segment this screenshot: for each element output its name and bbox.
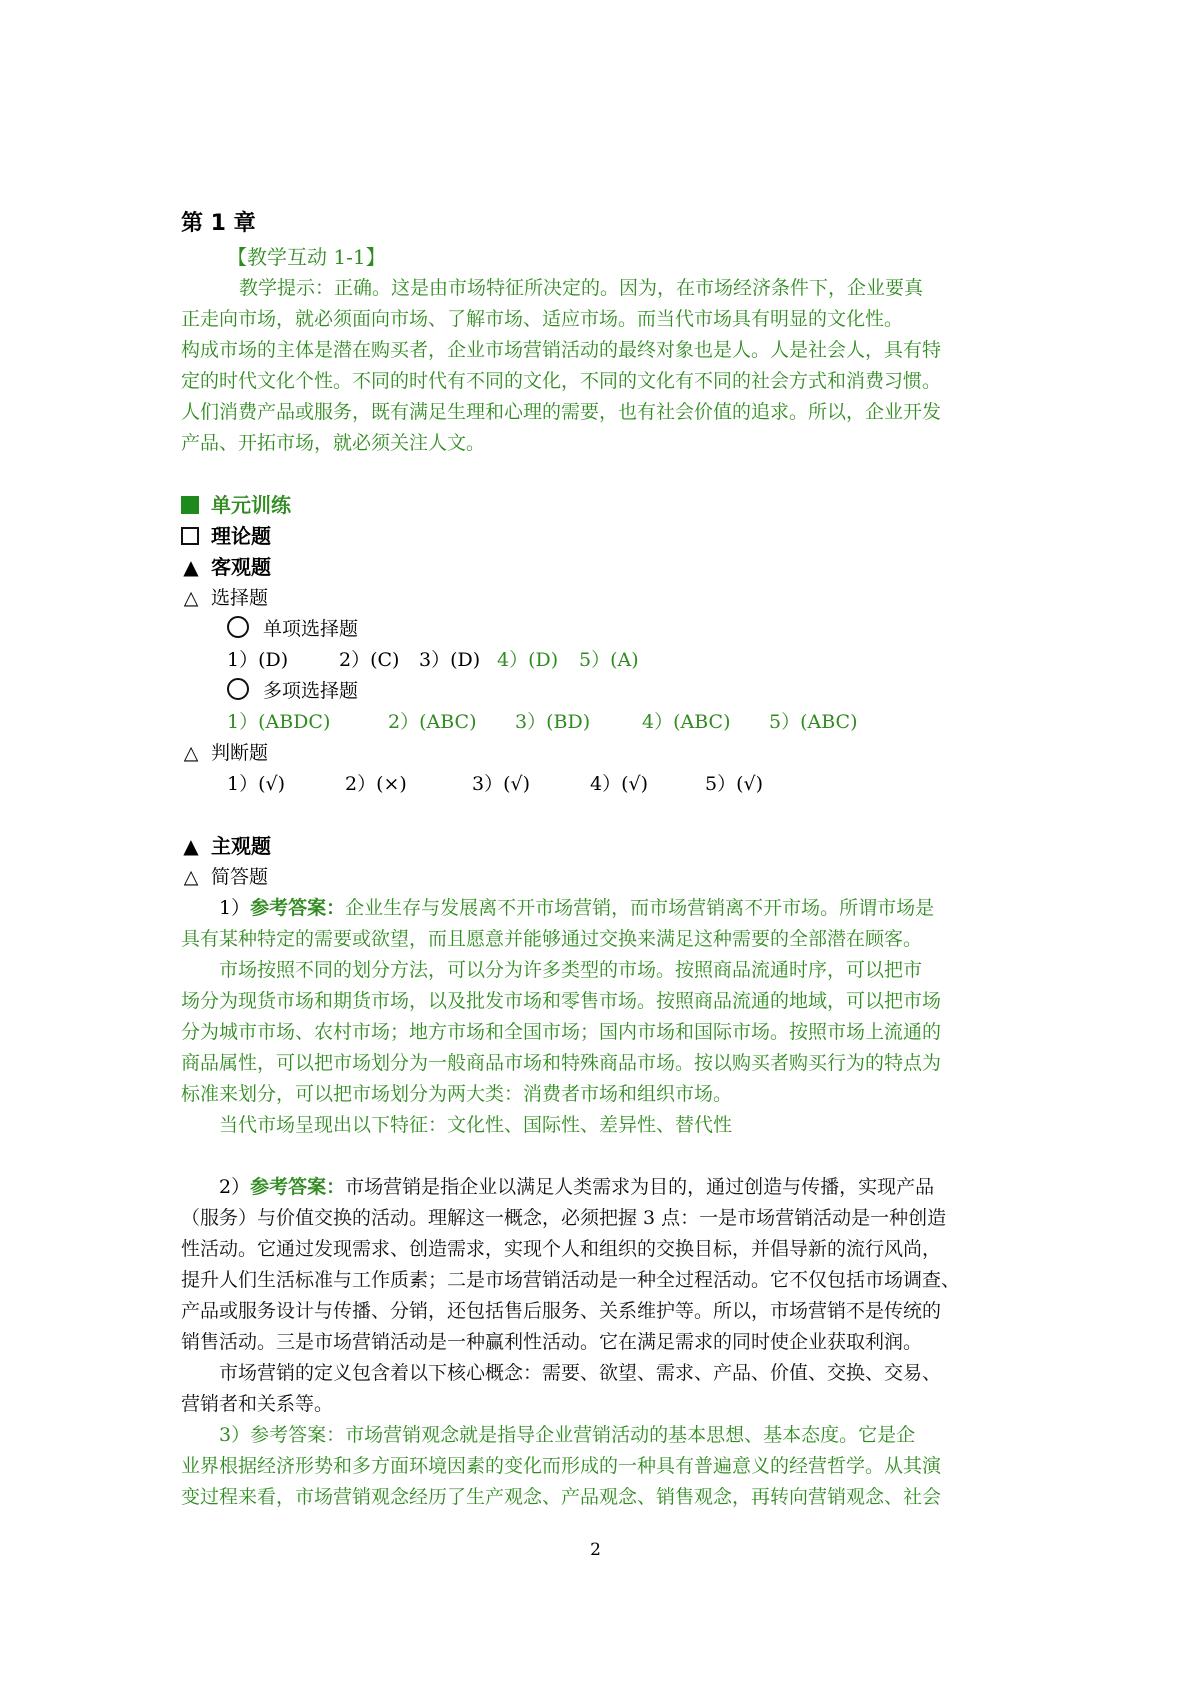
q2-line: 销售活动。三是市场营销活动是一种赢利性活动。它在满足需求的同时使企业获取利润。 xyxy=(181,1331,923,1353)
judgment-heading xyxy=(181,738,1013,769)
answer-item: 3）(BD) xyxy=(515,711,591,733)
answer-item: 1）(D) xyxy=(227,649,289,671)
q1-para2-line: 商品属性，可以把市场划分为一般商品市场和特殊商品市场。按以购买者购买行为的特点为 xyxy=(181,1052,942,1074)
interaction-line: 正走向市场，就必须面向市场、了解市场、适应市场。而当代市场具有明显的文化性。 xyxy=(181,308,904,330)
page-number: 2 xyxy=(590,1540,601,1560)
q2-number: 2） xyxy=(219,1176,251,1198)
q1-text: 企业生存与发展离不开市场营销，而市场营销离不开市场。所谓市场是 xyxy=(345,897,935,919)
q3-line: 业界根据经济形势和多方面环境因素的变化而形成的一种具有普遍意义的经营哲学。从其演 xyxy=(181,1455,942,1477)
choice-label: 选择题 xyxy=(211,587,269,609)
theory-label: 理论题 xyxy=(211,524,271,548)
q3-line: 变过程来看，市场营销观念经历了生产观念、产品观念、销售观念，再转向营销观念、社会 xyxy=(181,1486,942,1508)
answer-item: 2）(×) xyxy=(345,773,407,795)
answer-item: 2）(ABC) xyxy=(388,711,477,733)
single-choice-answers xyxy=(181,645,1013,676)
answer-item: 5）(√) xyxy=(705,773,764,795)
q2-line: 产品或服务设计与传播、分销，还包括售后服务、关系维护等。所以，市场营销不是传统的 xyxy=(181,1300,942,1322)
q3-label: 参考答案： xyxy=(250,1424,346,1446)
interaction-line: 教学提示：正确。这是由市场特征所决定的。因为，在市场经济条件下，企业要真 xyxy=(239,277,924,299)
judgment-label: 判断题 xyxy=(211,742,269,764)
q3-text: 市场营销观念就是指导企业营销活动的基本思想、基本态度。它是企 xyxy=(345,1424,916,1446)
q2-line: 性活动。它通过发现需求、创造需求，实现个人和组织的交换目标，并倡导新的流行风尚， xyxy=(181,1238,942,1260)
choice-heading xyxy=(181,583,1013,614)
q2-first-line xyxy=(181,1172,1013,1203)
q1-label: 参考答案： xyxy=(250,897,346,919)
q2-label: 参考答案： xyxy=(250,1176,346,1198)
q1-para2-line: 标准来划分，可以把市场划分为两大类：消费者市场和组织市场。 xyxy=(181,1083,733,1105)
answer-item: 3）(√) xyxy=(472,773,531,795)
answer-item: 5）(A) xyxy=(579,649,639,671)
q2-para2-line: 营销者和关系等。 xyxy=(181,1393,334,1415)
filled-square-icon xyxy=(181,496,199,514)
circle-icon xyxy=(227,616,249,638)
answer-item: 1）(ABDC) xyxy=(227,711,331,733)
open-square-icon xyxy=(181,527,199,545)
q2-para2-line: 市场营销的定义包含着以下核心概念：需要、欲望、需求、产品、价值、交换、交易、 xyxy=(219,1362,942,1384)
answer-item: 5）(ABC) xyxy=(769,711,858,733)
answer-item: 3）(D) xyxy=(419,649,481,671)
document-page xyxy=(181,206,1013,1513)
subjective-heading xyxy=(181,831,1013,862)
filled-triangle-icon: ▲ xyxy=(183,555,199,579)
multi-choice-label: 多项选择题 xyxy=(263,680,359,702)
answer-item: 2）(C) xyxy=(339,649,400,671)
multi-choice-heading xyxy=(181,676,1013,707)
single-choice-label: 单项选择题 xyxy=(263,618,359,640)
q2-text: 市场营销是指企业以满足人类需求为目的，通过创造与传播，实现产品 xyxy=(345,1176,935,1198)
objective-label: 客观题 xyxy=(211,555,271,579)
interaction-line: 人们消费产品或服务，既有满足生理和心理的需要，也有社会价值的追求。所以，企业开发 xyxy=(181,401,942,423)
interaction-line: 定的时代文化个性。不同的时代有不同的文化，不同的文化有不同的社会方式和消费习惯。 xyxy=(181,370,942,392)
q1-number: 1） xyxy=(219,897,251,919)
short-answer-label: 简答题 xyxy=(211,866,269,888)
interaction-line: 构成市场的主体是潜在购买者，企业市场营销活动的最终对象也是人。人是社会人，具有特 xyxy=(181,339,942,361)
q2-line: 提升人们生活标准与工作质素；二是市场营销活动是一种全过程活动。它不仅包括市场调查、 xyxy=(181,1269,961,1291)
multi-choice-answers xyxy=(181,707,1013,738)
open-triangle-icon: △ xyxy=(183,742,199,764)
interaction-heading: 【教学互动 1-1】 xyxy=(227,245,386,269)
q3-number: 3） xyxy=(219,1424,251,1446)
q1-first-line xyxy=(181,893,1013,924)
q3-first-line xyxy=(181,1420,1013,1451)
answer-item: 4）(ABC) xyxy=(642,711,731,733)
q1-para2-line: 市场按照不同的划分方法，可以分为许多类型的市场。按照商品流通时序，可以把市 xyxy=(219,959,923,981)
judgment-answers xyxy=(181,769,1013,800)
q1-para2-line: 场分为现货市场和期货市场，以及批发市场和零售市场。按照商品流通的地域，可以把市场 xyxy=(181,990,942,1012)
answer-item: 4）(√) xyxy=(590,773,649,795)
answer-item: 1）(√) xyxy=(227,773,286,795)
chapter-title: 第 1 章 xyxy=(181,211,256,236)
subjective-label: 主观题 xyxy=(211,834,271,858)
short-answer-heading xyxy=(181,862,1013,893)
unit-training-label: 单元训练 xyxy=(211,493,291,517)
single-choice-heading xyxy=(181,614,1013,645)
q2-line: （服务）与价值交换的活动。理解这一概念，必须把握 3 点：一是市场营销活动是一种创造 xyxy=(181,1207,947,1229)
q1-line: 具有某种特定的需要或欲望，而且愿意并能够通过交换来满足这种需要的全部潜在顾客。 xyxy=(181,928,923,950)
answer-item: 4）(D) xyxy=(497,649,559,671)
filled-triangle-icon: ▲ xyxy=(183,834,199,858)
q1-para2-line: 分为城市市场、农村市场；地方市场和全国市场；国内市场和国际市场。按照市场上流通的 xyxy=(181,1021,942,1043)
interaction-line: 产品、开拓市场，就必须关注人文。 xyxy=(181,432,486,454)
unit-training-heading xyxy=(181,490,1013,521)
circle-icon xyxy=(227,678,249,700)
q1-para3: 当代市场呈现出以下特征：文化性、国际性、差异性、替代性 xyxy=(219,1114,733,1136)
open-triangle-icon: △ xyxy=(183,866,199,888)
open-triangle-icon: △ xyxy=(183,587,199,609)
theory-heading xyxy=(181,521,1013,552)
objective-heading xyxy=(181,552,1013,583)
